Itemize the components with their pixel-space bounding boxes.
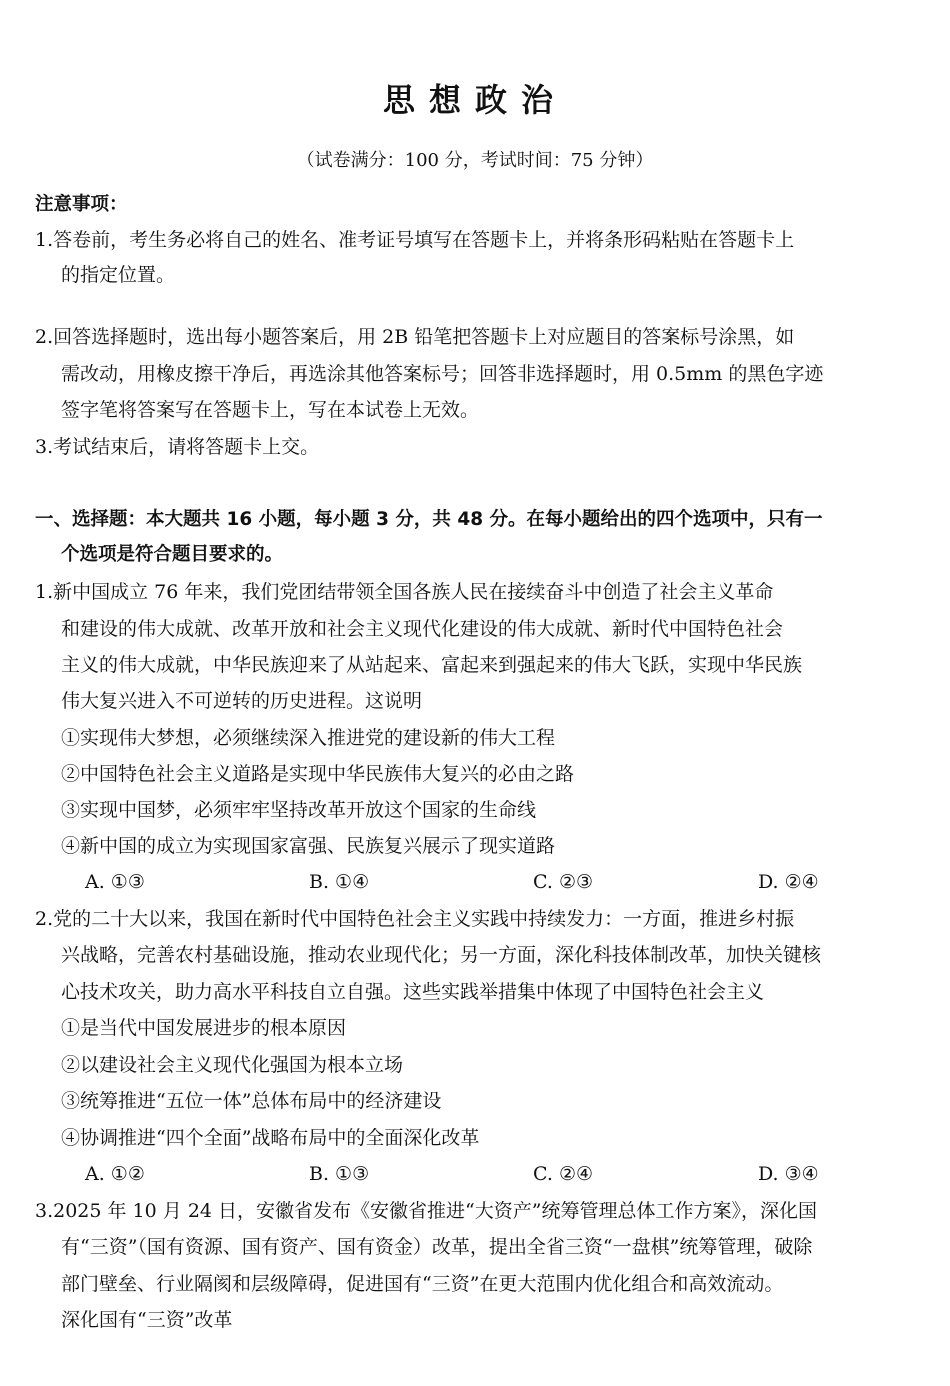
section-heading-cont: 个选项是符合题目要求的。 <box>61 544 284 565</box>
notice-heading: 注意事项： <box>35 194 128 215</box>
q2-statement: ③统筹推进“五位一体”总体布局中的经济建设 <box>61 1090 442 1112</box>
notice-item-1: 1.答卷前，考生务必将自己的姓名、准考证号填写在答题卡上，并将条形码粘贴在答题卡上 <box>35 229 795 251</box>
notice-item-2-cont: 需改动，用橡皮擦干净后，再选涂其他答案标号；回答非选择题时，用 0.5mm 的黑色字迹 <box>61 363 824 385</box>
q3-stem-line: 部门壁垒、行业隔阂和层级障碍，促进国有“三资”在更大范围内优化组合和高效流动。 <box>61 1273 784 1295</box>
q1-stem-line: 伟大复兴进入不可逆转的历史进程。这说明 <box>61 690 423 712</box>
section-heading: 一、选择题：本大题共 16 小题，每小题 3 分，共 48 分。在每小题给出的四个选项中，只有一 <box>35 509 823 530</box>
q1-option-b: B. ①④ <box>309 871 370 893</box>
notice-item-2-cont2: 签字笔将答案写在答题卡上，写在本试卷上无效。 <box>61 399 480 421</box>
q3-stem-line: 3.2025 年 10 月 24 日，安徽省发布《安徽省推进“大资产”统筹管理总体工作方案》，深化国 <box>35 1200 817 1222</box>
q2-option-d: D. ③④ <box>758 1163 819 1185</box>
notice-item-1-cont: 的指定位置。 <box>61 264 176 286</box>
q2-stem-line: 2.党的二十大以来，我国在新时代中国特色社会主义实践中持续发力：一方面，推进乡村振 <box>35 908 795 930</box>
q2-option-a: A. ①② <box>85 1163 145 1185</box>
q2-option-c: C. ②④ <box>533 1163 594 1185</box>
q2-statement: ①是当代中国发展进步的根本原因 <box>61 1017 347 1039</box>
q1-stem-line: 1.新中国成立 76 年来，我们党团结带领全国各族人民在接续奋斗中创造了社会主义革命 <box>35 581 774 603</box>
q1-option-c: C. ②③ <box>533 871 594 893</box>
q2-statement: ④协调推进“四个全面”战略布局中的全面深化改革 <box>61 1127 480 1149</box>
q3-stem-line: 有“三资”（国有资源、国有资产、国有资金）改革，提出全省三资“一盘棋”统筹管理，破除 <box>61 1236 813 1258</box>
q1-statement: ③实现中国梦，必须牢牢坚持改革开放这个国家的生命线 <box>61 799 537 821</box>
q1-option-d: D. ②④ <box>758 871 819 893</box>
notice-item-2: 2.回答选择题时，选出每小题答案后，用 2B 铅笔把答题卡上对应题目的答案标号涂黑，如 <box>35 326 795 348</box>
notice-item-3: 3.考试结束后，请将答题卡上交。 <box>35 436 320 458</box>
q3-stem-line: 深化国有“三资”改革 <box>61 1309 233 1331</box>
page-title: 思想政治 <box>382 81 567 119</box>
q1-statement: ②中国特色社会主义道路是实现中华民族伟大复兴的必由之路 <box>61 763 575 785</box>
q2-stem-line: 兴战略，完善农村基础设施，推动农业现代化；另一方面，深化科技体制改革，加快关键核 <box>61 944 822 966</box>
q1-statement: ④新中国的成立为实现国家富强、民族复兴展示了现实道路 <box>61 835 556 857</box>
q1-stem-line: 主义的伟大成就，中华民族迎来了从站起来、富起来到强起来的伟大飞跃，实现中华民族 <box>61 654 803 676</box>
exam-info: （试卷满分：100 分，考试时间：75 分钟） <box>296 150 654 171</box>
q2-option-b: B. ①③ <box>309 1163 370 1185</box>
q1-statement: ①实现伟大梦想，必须继续深入推进党的建设新的伟大工程 <box>61 727 556 749</box>
q2-statement: ②以建设社会主义现代化强国为根本立场 <box>61 1054 404 1076</box>
q2-stem-line: 心技术攻关，助力高水平科技自立自强。这些实践举措集中体现了中国特色社会主义 <box>61 981 765 1003</box>
q1-option-a: A. ①③ <box>85 871 145 893</box>
q1-stem-line: 和建设的伟大成就、改革开放和社会主义现代化建设的伟大成就、新时代中国特色社会 <box>61 618 784 640</box>
